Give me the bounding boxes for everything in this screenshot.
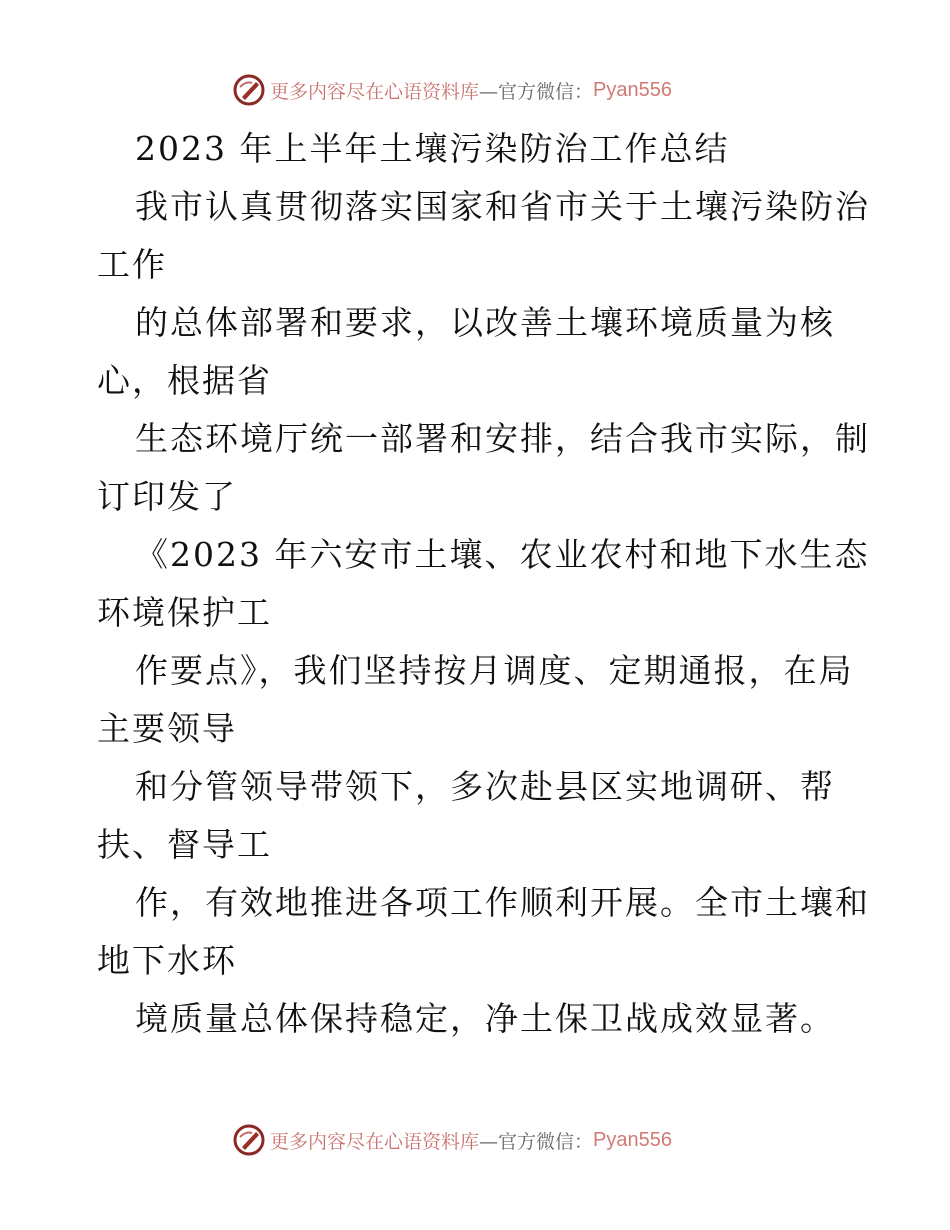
text-line: 工作 [97, 245, 167, 284]
text-line: 境质量总体保持稳定，净土保卫战成效显著。 [135, 999, 835, 1038]
text-line: 主要领导 [97, 709, 237, 748]
banner-gray-text: —官方微信： [479, 80, 594, 103]
text-line: 生态环境厅统一部署和安排，结合我市实际，制 [135, 419, 870, 458]
text-line: 《2023 年六安市土壤、农业农村和地下水生态 [135, 535, 870, 574]
text-line: 心，根据省 [97, 361, 272, 400]
banner-red-text: 更多内容尽在心语资料库 [270, 1130, 480, 1153]
text-line: 环境保护工 [97, 593, 272, 632]
document-title: 2023 年上半年土壤污染防治工作总结 [135, 129, 730, 168]
text-line: 作要点》，我们坚持按月调度、定期通报，在局 [135, 651, 854, 690]
pen-logo-icon [232, 1123, 266, 1157]
header-banner [232, 70, 672, 110]
banner-wechat-id: Pyan556 [593, 1128, 672, 1151]
footer-banner [232, 1120, 672, 1160]
text-line: 地下水环 [97, 941, 237, 980]
banner-red-text: 更多内容尽在心语资料库 [270, 80, 480, 103]
banner-wechat-id: Pyan556 [593, 78, 672, 101]
text-line: 扶、督导工 [97, 825, 272, 864]
text-line: 和分管领导带领下，多次赴县区实地调研、帮 [135, 767, 835, 806]
banner-gray-text: —官方微信： [479, 1130, 594, 1153]
text-line: 作，有效地推进各项工作顺利开展。全市土壤和 [135, 883, 870, 922]
document-body [97, 120, 870, 1048]
text-line: 的总体部署和要求，以改善土壤环境质量为核 [135, 303, 835, 342]
text-line: 订印发了 [97, 477, 237, 516]
pen-logo-icon [232, 73, 266, 107]
text-line: 我市认真贯彻落实国家和省市关于土壤污染防治 [135, 187, 870, 226]
